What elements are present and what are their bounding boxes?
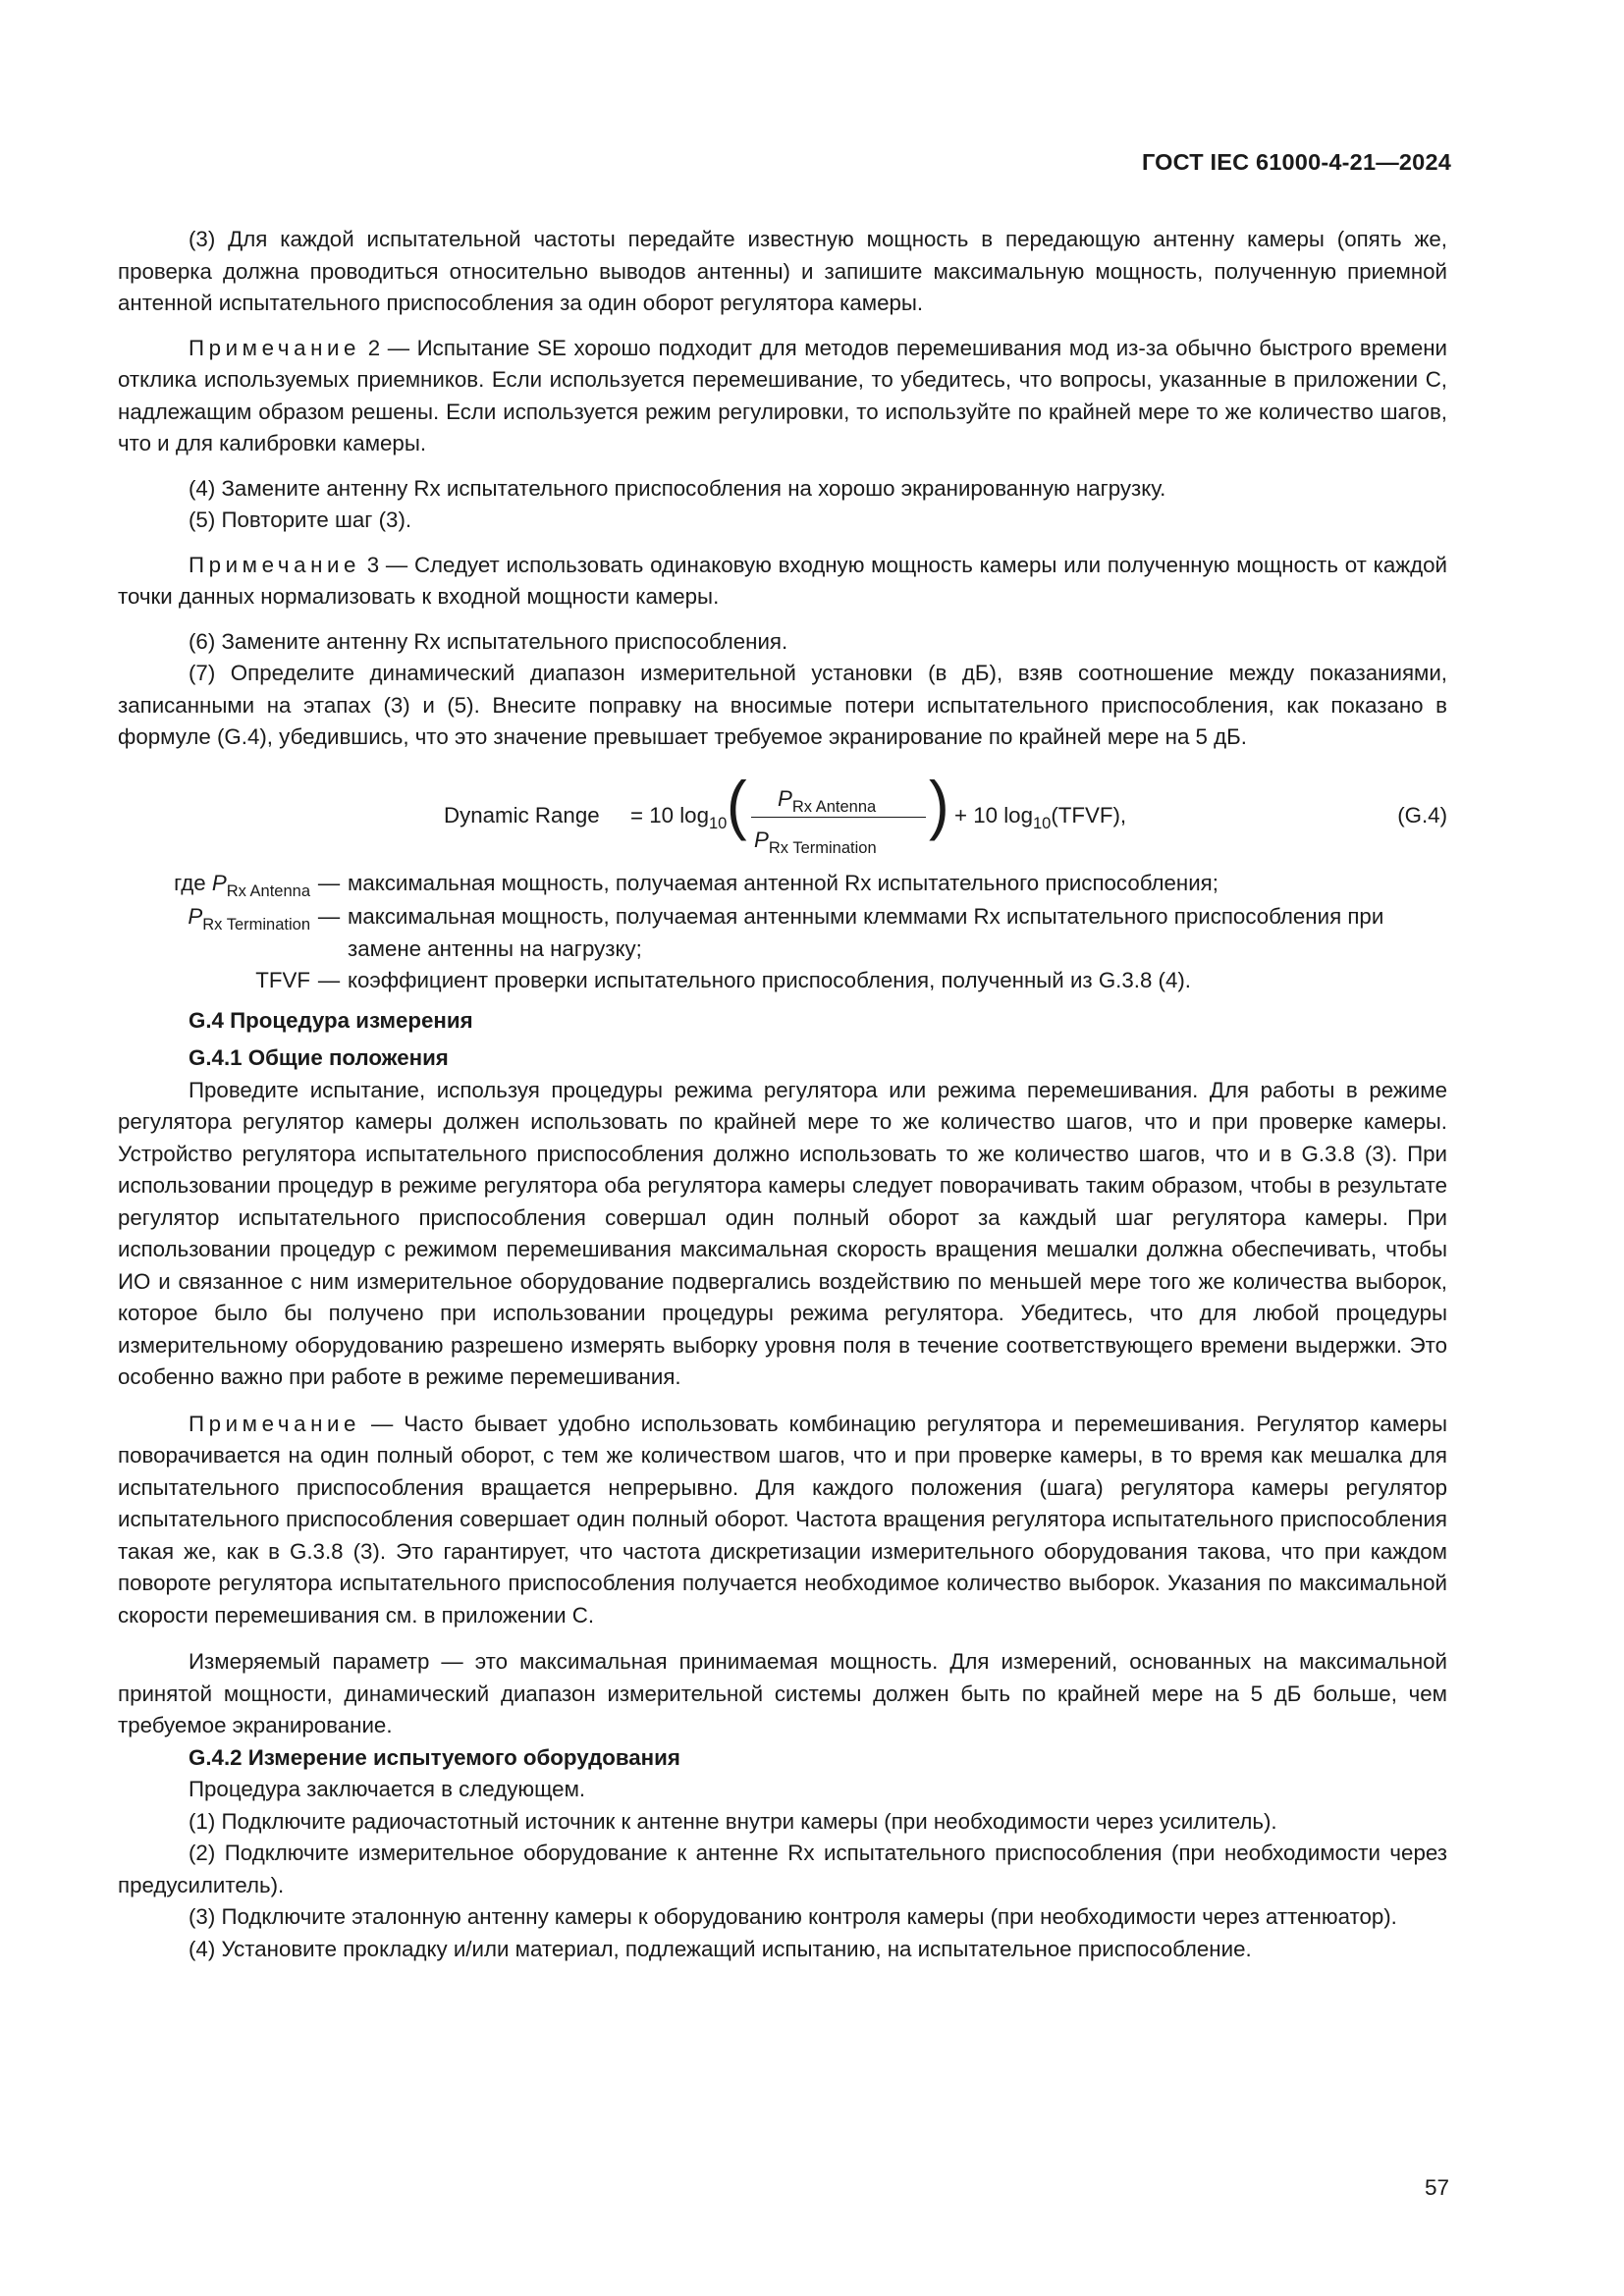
step-4-paragraph: (4) Замените антенну Rx испытательного приспособления на хорошо экранированную нагрузку. [189, 475, 1166, 501]
section-g41-heading: G.4.1 Общие положения [189, 1045, 449, 1070]
section-g41-note [118, 1409, 1447, 1632]
note-label: Примечание [189, 1411, 361, 1436]
formula-label: Dynamic Range [444, 802, 600, 828]
formula-denominator: $P_{Rx Termination}$ [754, 827, 877, 857]
note-3-text: 3 — Следует использовать одинаковую входную мощность камеры или полученную мощность от каждой точки данных нормализовать к входной мощности камеры. [118, 552, 1447, 609]
definition-text: коэффициент проверки испытательного приспособления, полученный из G.3.8 (4). [348, 968, 1191, 992]
page-number: 57 [1424, 2175, 1449, 2200]
definition-row [118, 868, 1447, 902]
formula-log-term: = 10 $\log_{10}$ [630, 802, 728, 832]
formula-numerator: $P_{Rx Antenna}$ [778, 785, 877, 816]
note-3 [118, 550, 1447, 614]
note-text: — Часто бывает удобно использовать комбинацию регулятора и перемешивания. Регулятор камеры поворачивается на один полный оборот, с тем же количеством шагов, что и при проверке камеры, в то время как мешалка для испытательного приспособления вращается непрерывно. Для каждого положения (шага) регулятора камеры регулятор испытательного приспособления совершает один полный оборот. Частота вращения регулятора испытательного приспособления такая же, как в G.3.8 (3). Это гарантирует, что частота дискретизации измерительного оборудования такова, что при каждом повороте регулятора испытательного приспособления получается необходимое количество выборок. Указания по максимальной скорости перемешивания см. в приложении С. [118, 1411, 1447, 1628]
definition-text: максимальная мощность, получаемая антенными клеммами Rx испытательного приспособления при замене антенны на нагрузку; [348, 904, 1384, 961]
g42-step-1: (1) Подключите радиочастотный источник к антенне внутри камеры (при необходимости через усилитель). [189, 1808, 1277, 1834]
section-g4-heading: G.4 Процедура измерения [189, 1007, 473, 1033]
step-6-paragraph: (6) Замените антенну Rx испытательного приспособления. [189, 628, 788, 654]
definition-dash: — [317, 968, 341, 992]
g42-step-2: (2) Подключите измерительное оборудование к антенне Rx испытательного приспособления (при необходимости через предусилитель). [118, 1841, 1447, 1897]
definition-term: TFVF [255, 968, 310, 992]
g42-step-4: (4) Установите прокладку и/или материал, подлежащий испытанию, на испытательное приспособление. [189, 1936, 1252, 1961]
fraction-bar [751, 817, 926, 819]
section-g42-heading: G.4.2 Измерение испытуемого оборудования [189, 1744, 680, 1770]
definition-row [118, 965, 1447, 999]
step-3-paragraph: (3) Для каждой испытательной частоты передайте известную мощность в передающую антенну камеры (опять же, проверка должна проводиться относительно выводов антенны) и запишите максимальную мощность, полученную приемной антенной испытательного приспособления за один оборот регулятора камеры. [118, 227, 1447, 315]
definition-term: где $P_{Rx Antenna}$ [174, 870, 310, 900]
formula-tail: + 10 $\log_{10}(TFVF)$, [954, 802, 1127, 832]
note-3-label: Примечание [189, 552, 361, 577]
formula-g4 [118, 766, 1447, 860]
page-body [118, 224, 1447, 1965]
section-g41-paragraph-2: Измеряемый параметр — это максимальная принимаемая мощность. Для измерений, основанных на максимальной принятой мощности, динамический диапазон измерительной системы должен быть по крайней мере на 5 дБ больше, чем требуемое экранирование. [118, 1649, 1447, 1737]
standard-header: ГОСТ IEC 61000-4-21—2024 [1141, 149, 1451, 175]
step-7-paragraph: (7) Определите динамический диапазон измерительной установки (в дБ), взяв соотношение между показаниями, записанными на этапах (3) и (5). Внесите поправку на вносимые потери испытательного приспособления, как показано в формуле (G.4), убедившись, что это значение превышает требуемое экранирование по крайней мере на 5 дБ. [118, 661, 1447, 749]
right-paren: ) [929, 768, 949, 842]
definition-term: $P_{Rx Termination}$ [188, 904, 310, 934]
section-g41-paragraph: Проведите испытание, используя процедуры режима регулятора или режима перемешивания. Для работы в режиме регулятора регулятор камеры должен использовать по крайней мере то же количество шагов, что и при проверке камеры. Устройство регулятора испытательного приспособления должно использовать то же количество шагов, что и в G.3.8 (3). При использовании процедур в режиме регулятора оба регулятора камеры следует поворачивать таким образом, чтобы в результате регулятор испытательного приспособления совершал один полный оборот за каждый шаг регулятора камеры. При использовании процедур с режимом перемешивания максимальная скорость вращения мешалки должна обеспечивать, чтобы ИО и связанное с ним измерительное оборудование подвергались воздействию по меньшей мере того же количества выборок, которое было бы получено при использовании процедуры режима регулятора. Убедитесь, что для любой процедуры измерительному оборудованию разрешено измерять выборку уровня поля в течение соответствующего времени выдержки. Это особенно важно при работе в режиме перемешивания. [118, 1077, 1447, 1389]
section-g42-intro: Процедура заключается в следующем. [189, 1777, 586, 1801]
definitions-list [118, 868, 1447, 999]
definition-row [118, 901, 1447, 965]
definition-text: максимальная мощность, получаемая антенной Rx испытательного приспособления; [348, 870, 1218, 895]
g42-step-3: (3) Подключите эталонную антенну камеры к оборудованию контроля камеры (при необходимости через аттенюатор). [189, 1904, 1397, 1929]
note-2 [118, 333, 1447, 460]
definition-dash: — [317, 904, 341, 929]
step-5-paragraph: (5) Повторите шаг (3). [189, 507, 412, 532]
note-2-text: 2 — Испытание SE хорошо подходит для методов перемешивания мод из-за обычно быстрого времени отклика используемых приемников. Если используется перемешивание, то убедитесь, что вопросы, указанные в приложении С, надлежащим образом решены. Если используется режим регулировки, то используйте по крайней мере то же количество шагов, что и для калибровки камеры. [118, 335, 1447, 455]
formula-number: (G.4) [1397, 802, 1447, 828]
left-paren: ( [727, 768, 747, 842]
note-2-label: Примечание [189, 335, 361, 360]
definition-dash: — [317, 870, 341, 895]
